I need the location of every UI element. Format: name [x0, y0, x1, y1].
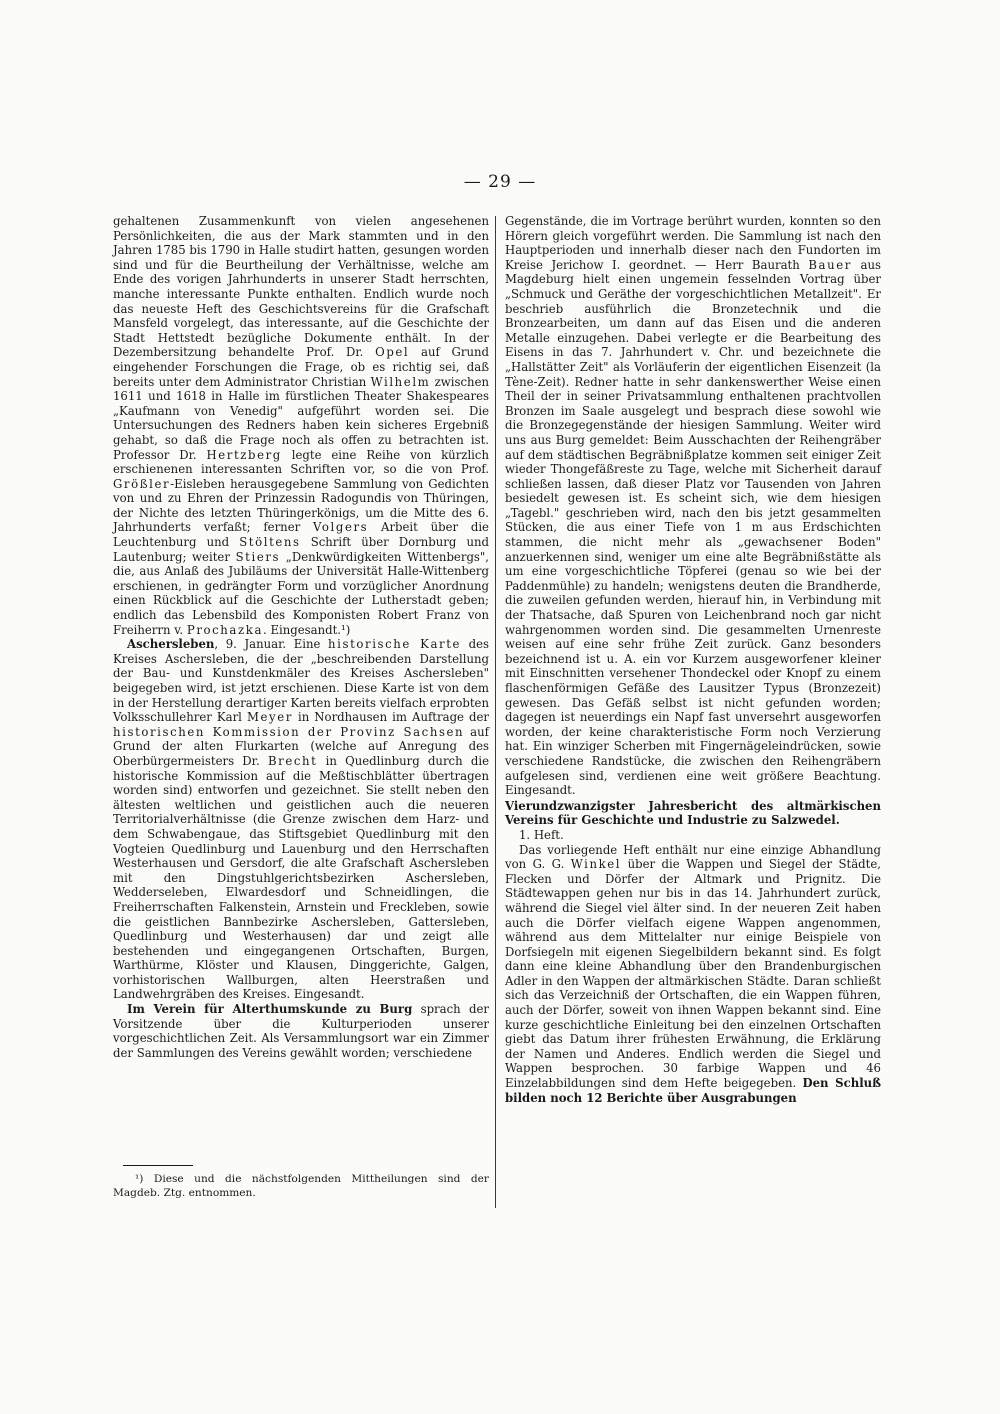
subheading-heft: 1. Heft. — [519, 827, 564, 842]
heading-salzwedel: Vierundzwanzigster Jahresbericht des altmärkischen Vereins für Geschichte und Industrie zu Salzwedel. — [505, 798, 881, 828]
column-divider — [495, 216, 496, 1208]
heading-aschersleben: Aschersleben — [127, 637, 215, 652]
paragraph-burg-continued: Gegenstände, die im Vortrage berührt wurden, konnten so den Hörern gleich vorgeführt werden. Die Sammlung ist nach den Hauptperioden und innerhalb dieser nach den Fundorten im Kreise Jerichow I. geordnet. — Herr Baurath Bauer aus Magdeburg hielt einen ungemein fesselnden Vortrag über „Schmuck und Geräthe der vorgeschichtlichen Metallzeit". Er beschrieb ausführlich die Bronzetechnik und die Bronzearbeiten, um dann auf das Eisen und die anderen Metalle einzugehen. Dabei verlegte er die Bearbeitung des Eisens in das 7. Jahrhundert v. Chr. und bezeichnete die „Hallstätter Zeit" als Vorläuferin der eigentlichen Eisenzeit (la Tène-Zeit). Redner hatte in sehr dankenswerther Weise einen Theil der in seiner Privatsammlung enthaltenen prachtvollen Bronzen im Saale ausgelegt und besprach diese sowohl wie die Bronzegegenstände der hiesigen Sammlung. Weiter wird uns aus Burg gemeldet: Beim Ausschachten der Reihengräber auf dem städtischen Begräbnißplatze kommen seit einiger Zeit wieder Thongefäßreste zu Tage, welche mit Sicherheit darauf schließen lassen, daß dieser Platz vor Tausenden von Jahren besiedelt gewesen ist. Es scheint sich, wie dem hiesigen „Tagebl." geschrieben wird, nach den bis jetzt gesammelten Stücken, die aus einer Tiefe von 1 m aus Erdschichten stammen, die nicht mehr als „gewachsener Boden" anzuerkennen sind, weniger um eine alte Begräbnißstätte als um eine vorgeschichtliche Töpferei (genau so wie bei der Paddenmühle) zu handeln; wenigstens deuten die Brandherde, die zuweilen gefunden werden, hierauf hin, in Verbindung mit der Thatsache, daß Spuren von Leichenbrand noch gar nicht wahrgenommen worden sind. Die gesammelten Urnenreste weisen auf eine sehr frühe Zeit zurück. Ganz besonders bezeichnend ist u. A. ein vor Kurzem ausgeworfener kleiner mit Einschnitten versehener Thondeckel oder Knopf zu einem flaschenförmigen Gefäße des Lausitzer Typus (Bronzezeit) gewesen. Das Gefäß selbst ist nicht gefunden worden; dagegen ist neuerdings ein Napf fast unversehrt ausgeworfen worden, der keine charakteristische Form noch Verzierung hat. Ein winziger Scherben mit Fingernägeleindrücken, sowie verschiedene Randstücke, die zwischen den Reihengräbern aufgelesen sind, verdienen eine weit größere Beachtung. Eingesandt. — [505, 214, 882, 798]
name-stoelten: Stöltens — [239, 535, 301, 550]
paragraph-halle-society: gehaltenen Zusammenkunft von vielen angesehenen Persönlichkeiten, die aus der Mark stammten und in den Jahren 1785 bis 1790 in Halle studirt hatten, gesungen worden sind und für die Beurtheilung der Verhältnisse, welche am Ende des vorigen Jahrhunderts in unserer Stadt herrschten, manche interessante Punkte enthalten. Endlich wurde noch das neueste Heft des Geschichtsvereins für die Grafschaft Mansfeld vorgelegt, das interessante, auf die Geschichte der Stadt Hettstedt bezügliche Dokumente enthält. In der Dezembersitzung behandelte Prof. Dr. Opel auf Grund eingehender Forschungen die Frage, ob es richtig sei, daß bereits unter dem Administrator Christian Wilhelm zwischen 1611 und 1618 in Halle im fürstlichen Theater Shakespeares „Kaufmann von Venedig" aufgeführt worden sei. Die Untersuchungen des Redners haben kein sicheres Ergebniß gehabt, so daß die Frage noch als offen zu betrachten ist. Professor Dr. Hertzberg legte eine Reihe von kürzlich erschienenen interessanten Schriften vor, so die von Prof. Größler-Eisleben herausgegebene Sammlung von Gedichten von und zu Ehren der Prinzessin Radogundis von Thüringen, der Nichte des letzten Thüringerkönigs, um die Mitte des 6. Jahrhunderts verfaßt; ferner Volgers Arbeit über die Leuchtenburg und Stöltens Schrift über Dornburg und Lautenburg; weiter Stiers „Denkwürdigkeiten Wittenbergs", die, aus Anlaß des Jubiläums der Universität Halle-Wittenberg erschienen, in gedrängter Form und vorzüglicher Anordnung einen Rückblick auf die Geschichte der Lutherstadt geben; endlich das Lebensbild des Komponisten Robert Franz von Freiherrn v. Prochazka. Eingesandt.¹) — [113, 214, 490, 637]
name-winkel: Winkel — [570, 857, 622, 872]
term-historische-kommission: historischen Kommission der Provinz Sachsen — [113, 724, 465, 739]
name-groessler: Größler — [113, 476, 171, 491]
name-stier: Stiers — [235, 549, 281, 564]
right-column — [505, 214, 881, 1105]
paragraph-wappen: Das vorliegende Heft enthält nur eine einzige Abhandlung von G. G. Winkel über die Wappen und Siegel der Städte, Flecken und Dörfer der Altmark und Prignitz. Die Städtewappen gehen nur bis in das 14. Jahrhundert zurück, während die Siegel viel älter sind. In der neueren Zeit haben auch die Dörfer vielfach eigene Wappen angenommen, während aus dem Mittelalter nur einige Beispiele von Dorfsiegeln mit eigenen Siegelbildern bekannt sind. Es folgt dann eine kleine Abhandlung über den Brandenburgischen Adler in den Wappen der altmärkischen Städte. Daran schließt sich das Verzeichniß der Ortschaften, die ein Wappen führen, auch der Dörfer, soweit von ihnen Wappen bekannt sind. Eine kurze geschichtliche Einleitung bei den einzelnen Ortschaften giebt das Datum ihrer frühesten Erwähnung, die Erklärung der Namen und Anderes. Endlich werden die Siegel und Wappen besprochen. 30 farbige Wappen und 46 Einzelabbildungen sind dem Hefte beigegeben. Den Schluß bilden noch 12 Berichte über Ausgrabungen — [505, 842, 882, 1105]
name-hertzberg: Hertzberg — [206, 447, 282, 462]
left-column — [113, 214, 489, 1060]
page-number: — 29 — — [463, 172, 537, 192]
footnote: ¹) Diese und die nächstfolgenden Mittheilungen sind der Magdeb. Ztg. entnommen. — [113, 1173, 489, 1199]
name-wilhelm: Wilhelm — [370, 374, 431, 389]
closing-line: Den Schluß bilden noch 12 Berichte über Ausgrabungen — [505, 1076, 882, 1105]
paragraph-aschersleben: Aschersleben, 9. Januar. Eine historische Karte des Kreises Aschersleben, die der „beschreibenden Darstellung der Bau- und Kunstdenkmäler des Kreises Aschersleben" beigegeben wird, ist jetzt erschienen. Diese Karte ist von dem in der Herstellung derartiger Karten bereits vielfach erprobten Volksschullehrer Karl Meyer in Nordhausen im Auftrage der historischen Kommission der Provinz Sachsen auf Grund der alten Flurkarten (welche auf Anregung des Oberbürgermeisters Dr. Brecht in Quedlinburg durch die historische Kommission auf die Meßtischblätter übertragen worden sind) entworfen und gezeichnet. Sie stellt neben den ältesten weltlichen und geistlichen auch die neueren Territorialverhältnisse (die Grenze zwischen dem Harz- und dem Schwabengaue, das Stiftsgebiet Quedlinburg mit den Vogteien Quedlinburg und Lauenburg und den Herrschaften Westerhausen und Gersdorf, die alte Grafschaft Aschersleben mit den Dingstuhlgerichtsbezirken Aschersleben, Wedderseleben, Elwardesdorf und Schneidlingen, die Freiherrschaften Falkenstein, Arnstein und Freckleben, sowie die geistlichen Bannbezirke Aschersleben, Gattersleben, Quedlinburg und Westerhausen) dar und zeigt alle bestehenden und eingegangenen Ortschaften, Burgen, Warthürme, Klöster und Klausen, Dinggerichte, Galgen, vorhistorischen Wallburgen, alten Heerstraßen und Landwehrgräben des Kreises. Eingesandt. — [113, 637, 490, 1002]
name-volger: Volgers — [312, 520, 369, 535]
footnote-rule — [123, 1165, 193, 1166]
name-meyer: Meyer — [246, 710, 293, 725]
name-prochazka: Prochazka — [186, 622, 264, 637]
heading-burg-verein: Im Verein für Alterthumskunde zu Burg — [127, 1002, 413, 1017]
paragraph-burg-verein: Im Verein für Alterthumskunde zu Burg sprach der Vorsitzende über die Kulturperioden unserer vorgeschichtlichen Zeit. Als Versammlungsort war ein Zimmer der Sammlungen des Vereins gewählt worden; verschiedene — [113, 1002, 489, 1060]
name-bauer: Bauer — [808, 257, 852, 272]
name-opel: Opel — [375, 345, 410, 360]
name-brecht: Brecht — [267, 753, 318, 768]
term-historische-karte: historische Karte — [328, 637, 462, 652]
